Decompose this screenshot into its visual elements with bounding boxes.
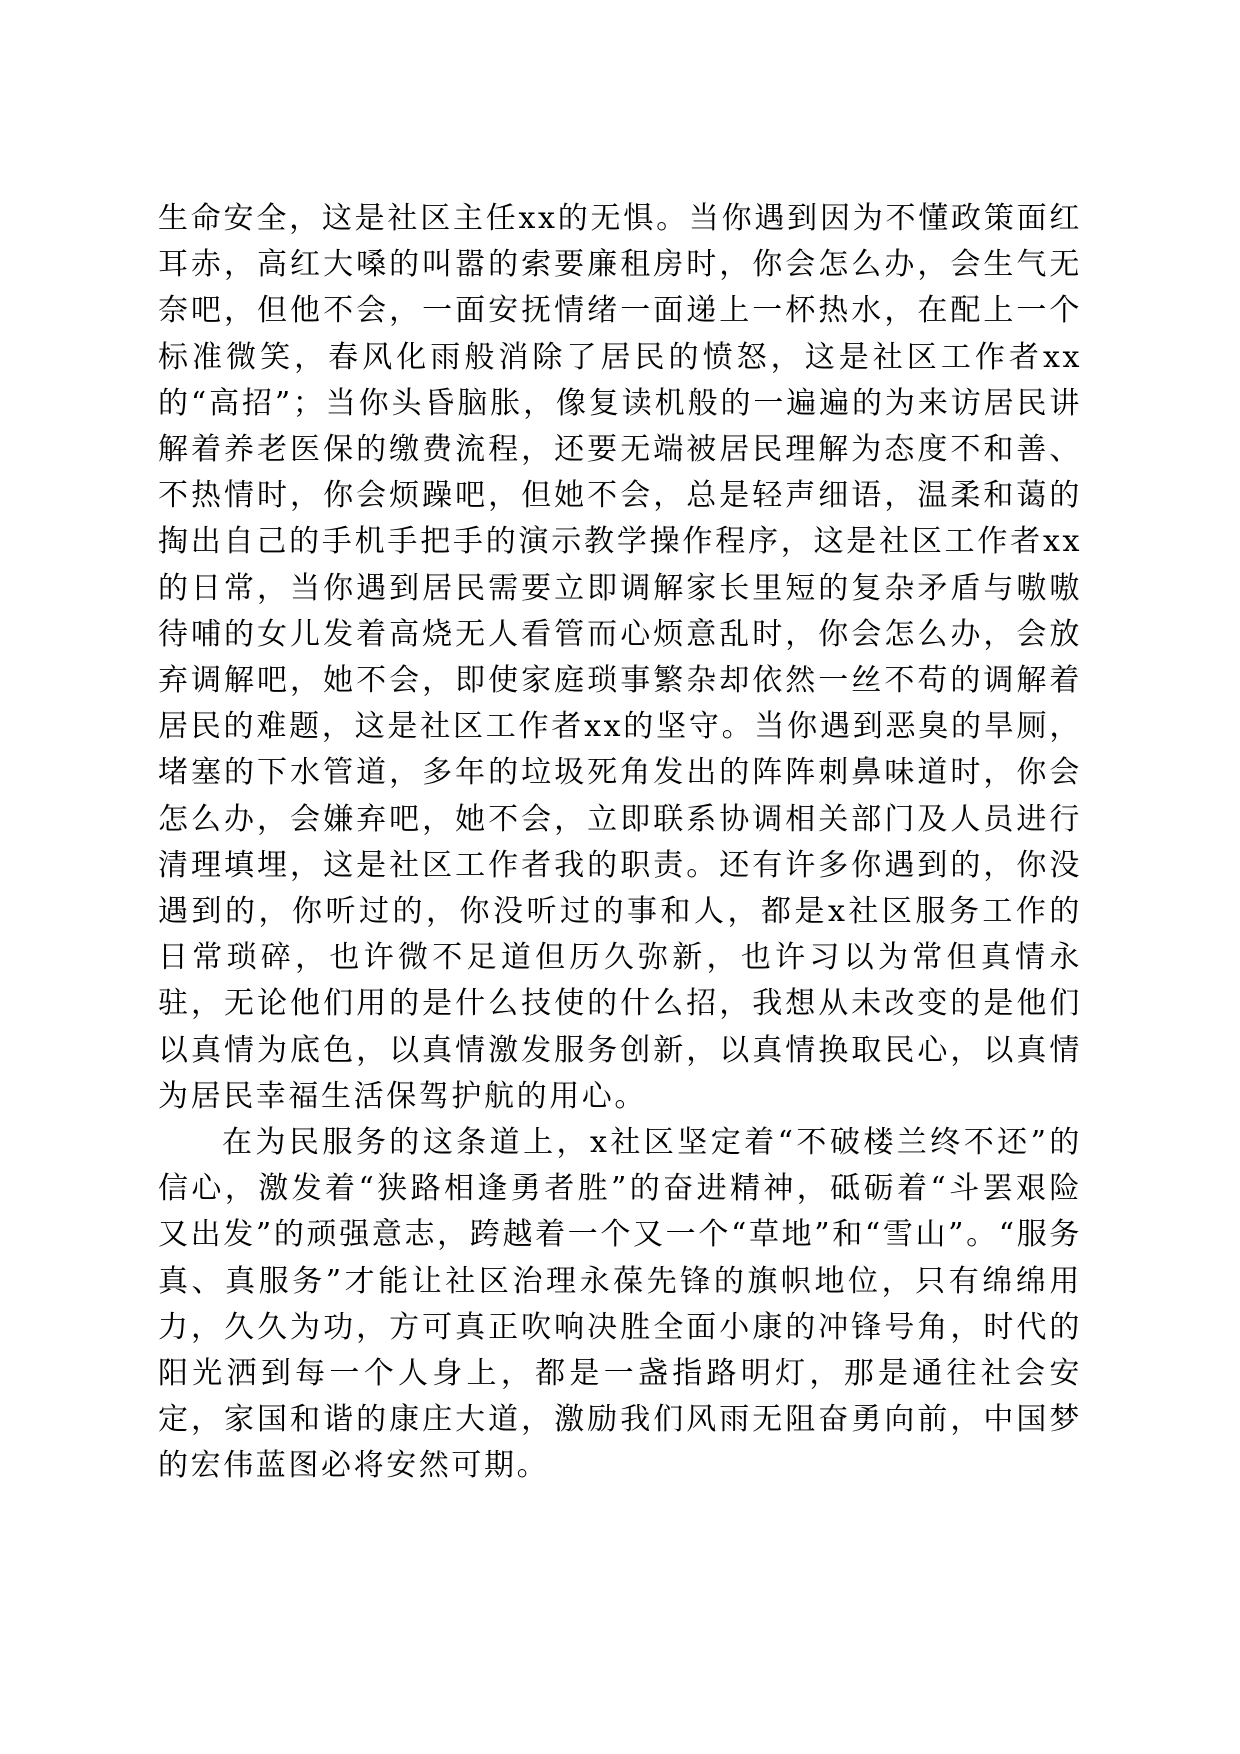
paragraph-continued: 生命安全，这是社区主任xx的无惧。当你遇到因为不懂政策面红耳赤，高红大嗓的叫嚣的索要廉租房时，你会怎么办，会生气无奈吧，但他不会，一面安抚情绪一面递上一杯热水，在配上一个标准微笑，春风化雨般消除了居民的愤怒，这是社区工作者xx的“高招”；当你头昏脑胀，像复读机般的一遍遍的为来访居民讲解着养老医保的缴费流程，还要无端被居民理解为态度不和善、不热情时，你会烦躁吧，但她不会，总是轻声细语，温柔和蔼的掏出自己的手机手把手的演示教学操作程序，这是社区工作者xx的日常，当你遇到居民需要立即调解家长里短的复杂矛盾与嗷嗷待哺的女儿发着高烧无人看管而心烦意乱时，你会怎么办，会放弃调解吧，她不会，即使家庭琐事繁杂却依然一丝不苟的调解着居民的难题，这是社区工作者xx的坚守。当你遇到恶臭的旱厕，堵塞的下水管道，多年的垃圾死角发出的阵阵刺鼻味道时，你会怎么办，会嫌弃吧，她不会，立即联系协调相关部门及人员进行清理填埋，这是社区工作者我的职责。还有许多你遇到的，你没遇到的，你听过的，你没听过的事和人，都是x社区服务工作的日常琐碎，也许微不足道但历久弥新，也许习以为常但真情永驻，无论他们用的是什么技使的什么招，我想从未改变的是他们以真情为底色，以真情激发服务创新，以真情换取民心，以真情为居民幸福生活保驾护航的用心。 [158,201,1082,1114]
paragraph-service-road: 在为民服务的这条道上，x社区坚定着“不破楼兰终不还”的信心，激发着“狭路相逢勇者胜”的奋进精神，砥砺着“斗罢艰险又出发”的顽强意志，跨越着一个又一个“草地”和“雪山”。“服务真、真服务”才能让社区治理永葆先锋的旗帜地位，只有绵绵用力，久久为功，方可真正吹响决胜全面小康的冲锋号角，时代的阳光洒到每一个人身上，都是一盏指路明灯，那是通往社会安定，家国和谐的康庄大道，激励我们风雨无阻奋勇向前，中国梦的宏伟蓝图必将安然可期。 [158,1125,1082,1484]
document-body [158,196,1082,1490]
